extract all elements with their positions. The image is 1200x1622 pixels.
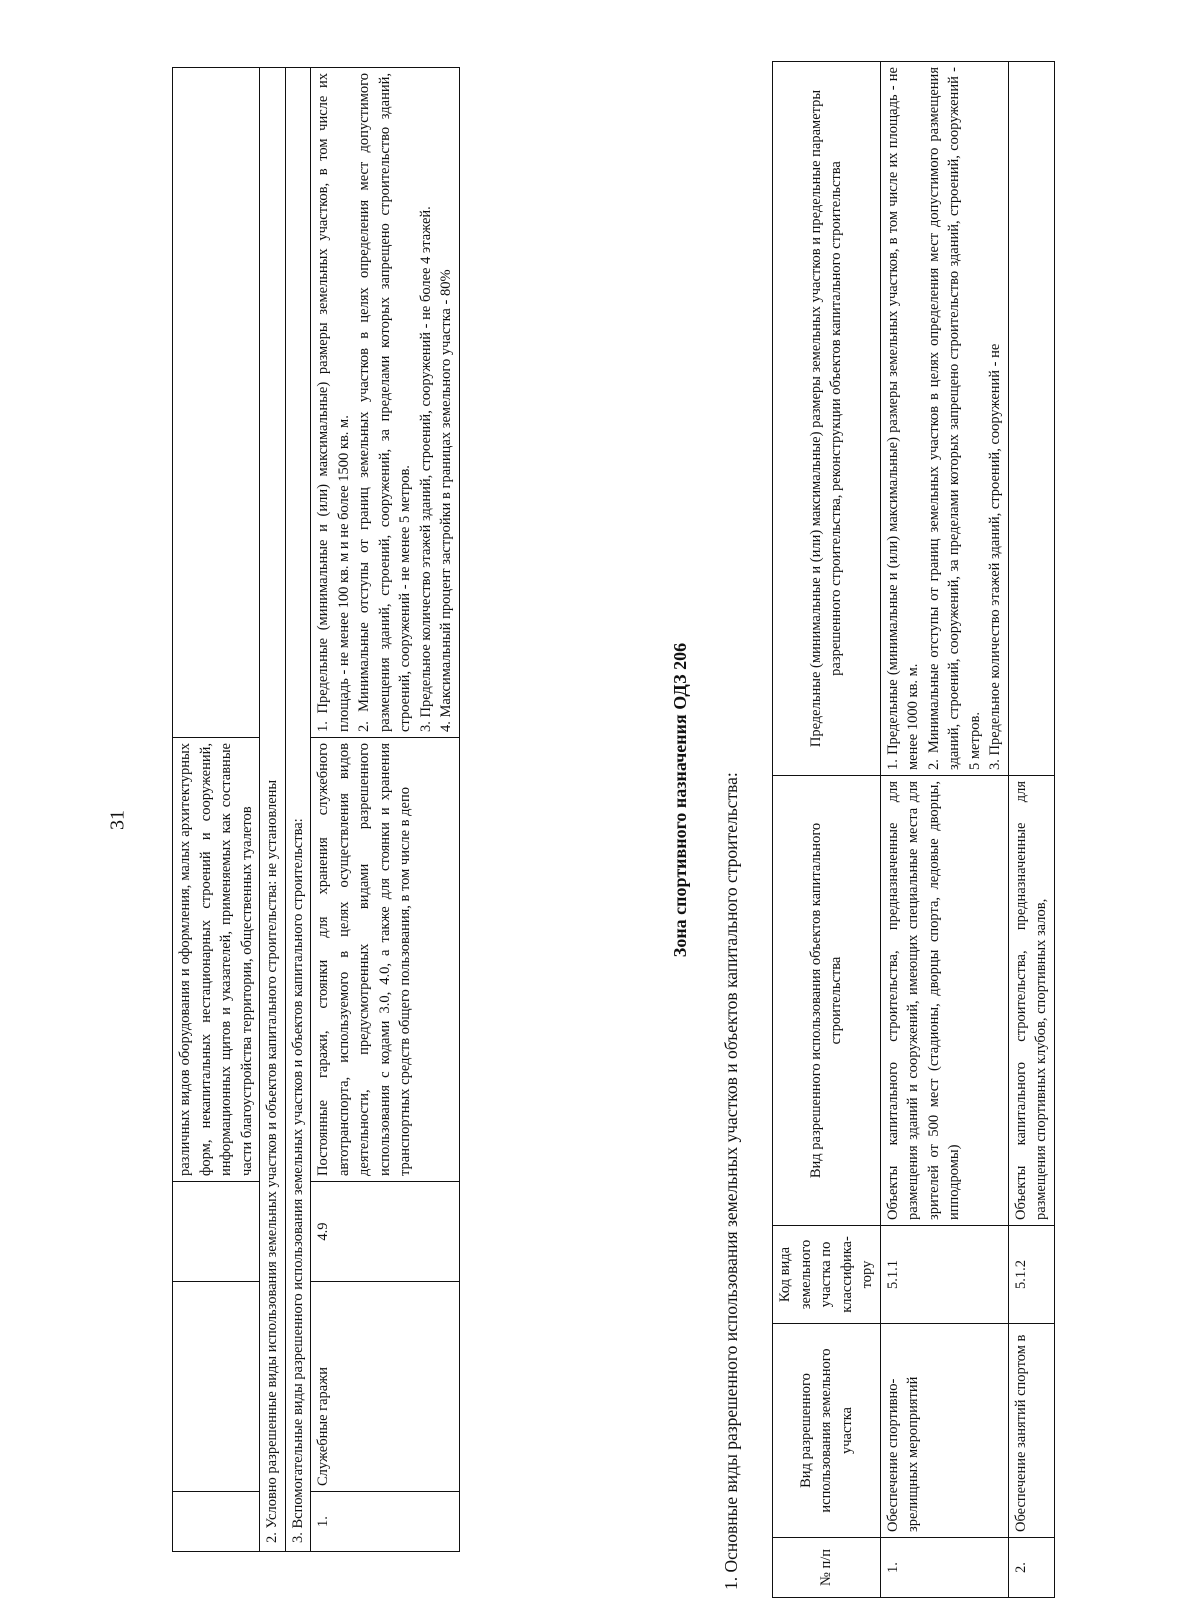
- table-row: [285, 68, 311, 1552]
- param-item: 1. Предельные (минимальные и (или) максимальные) размеры земельных участков, в том числе их площадь - не менее 1000 кв. м.: [884, 67, 921, 770]
- use-parameters: [311, 68, 460, 738]
- main-uses-table: [772, 62, 1055, 1598]
- param-item: 2. Минимальные отступы от границ земельных участков в целях определения мест допустимого размещения зданий, строений, сооружений, за пределами которых запрещено строительство зданий, строений, сооружений - 5 метров.: [925, 67, 983, 770]
- use-type-name: Обеспечение занятий спортом в: [1008, 1324, 1054, 1538]
- conditional-uses-label: 2. Условно разрешенные виды использования земельных участков и объектов капитального строительства: не установлены: [260, 68, 286, 1552]
- object-type: Объекты капитального строительства, предназначенные для размещения зданий и сооружений, имеющих специальные места для зрителей от 500 мест (стадионы, дворцы спорта, ледовые дворцы, ипподромы): [880, 776, 1008, 1226]
- table-row: [311, 68, 460, 1552]
- param-item: 3. Предельное количество этажей зданий, строений, сооружений - не более 4 этажей.: [417, 206, 434, 732]
- use-description: Постоянные гаражи, стоянки для хранения служебного автотранспорта, используемого в целях осуществления видов деятельности, предусмотренных видами разрешенного использования с кодами 3.0, 4.0, а также для стоянки и хранения транспортных средств общего пользования, в том числе в депо: [311, 738, 460, 1182]
- use-type-name: Служебные гаражи: [311, 1282, 460, 1492]
- header-use-name: Вид разрешенного использования земельного участка: [773, 1324, 881, 1538]
- table-row: [173, 68, 260, 1552]
- table-row: [880, 62, 1008, 1598]
- prev-row-description: различных видов оборудования и оформления, малых архитектурных форм, некапитальных нестационарных строений и сооружений, информационных щитов и указателей, применяемых как составные части благоустройства территории, общественных туалетов: [173, 738, 260, 1182]
- use-code: 5.1.1: [880, 1226, 1008, 1324]
- page-number: 31: [106, 810, 129, 830]
- object-type: Объекты капитального строительства, предназначенные для размещения спортивных клубов, спортивных залов,: [1008, 776, 1054, 1226]
- header-code: Код вида земельного участка по классифика-тору: [773, 1226, 881, 1324]
- header-object-type: Вид разрешенного использования объектов капитального строительства: [773, 776, 881, 1226]
- zone-title: Зона спортивного назначения ОДЗ 206: [670, 642, 690, 958]
- auxiliary-uses-label: 3. Вспомогательные виды разрешенного использования земельных участков и объектов капитального строительства:: [285, 68, 311, 1552]
- continuation-table: [172, 68, 460, 1552]
- use-parameters: [1008, 62, 1054, 776]
- param-item: 1. Предельные (минимальные и (или) максимальные) размеры земельных участков, в том числе их площадь - не менее 100 кв. м и не более 1500 кв. м.: [315, 73, 352, 732]
- row-number: 2.: [1008, 1538, 1054, 1598]
- use-code: 4.9: [311, 1182, 460, 1282]
- param-item: 2. Минимальные отступы от границ земельных участков в целях определения мест допустимого размещения зданий, строений, сооружений, за пределами которых запрещено строительство зданий, строений, сооружений - не менее 5 метров.: [356, 73, 413, 732]
- param-item: 3. Предельное количество этажей зданий, строений, сооружений - не: [987, 343, 1003, 770]
- row-number: 1.: [880, 1538, 1008, 1598]
- header-parameters: Предельные (минимальные и (или) максимальные) размеры земельных участков и предельные параметры разрешенного строительства, реконструкции объектов капитального строительства: [773, 62, 881, 776]
- table-header-row: [773, 62, 881, 1598]
- row-number: 1.: [311, 1492, 460, 1552]
- use-parameters: [880, 62, 1008, 776]
- header-number: № п/п: [773, 1538, 881, 1598]
- param-item: 4. Максимальный процент застройки в границах земельного участка - 80%: [438, 269, 454, 732]
- use-type-name: Обеспечение спортивно-зрелищных мероприятий: [880, 1324, 1008, 1538]
- use-code: 5.1.2: [1008, 1226, 1054, 1324]
- table-row: [260, 68, 286, 1552]
- main-uses-heading: 1. Основные виды разрешенного использования земельных участков и объектов капитального строительства:: [721, 772, 741, 1590]
- table-row: [1008, 62, 1054, 1598]
